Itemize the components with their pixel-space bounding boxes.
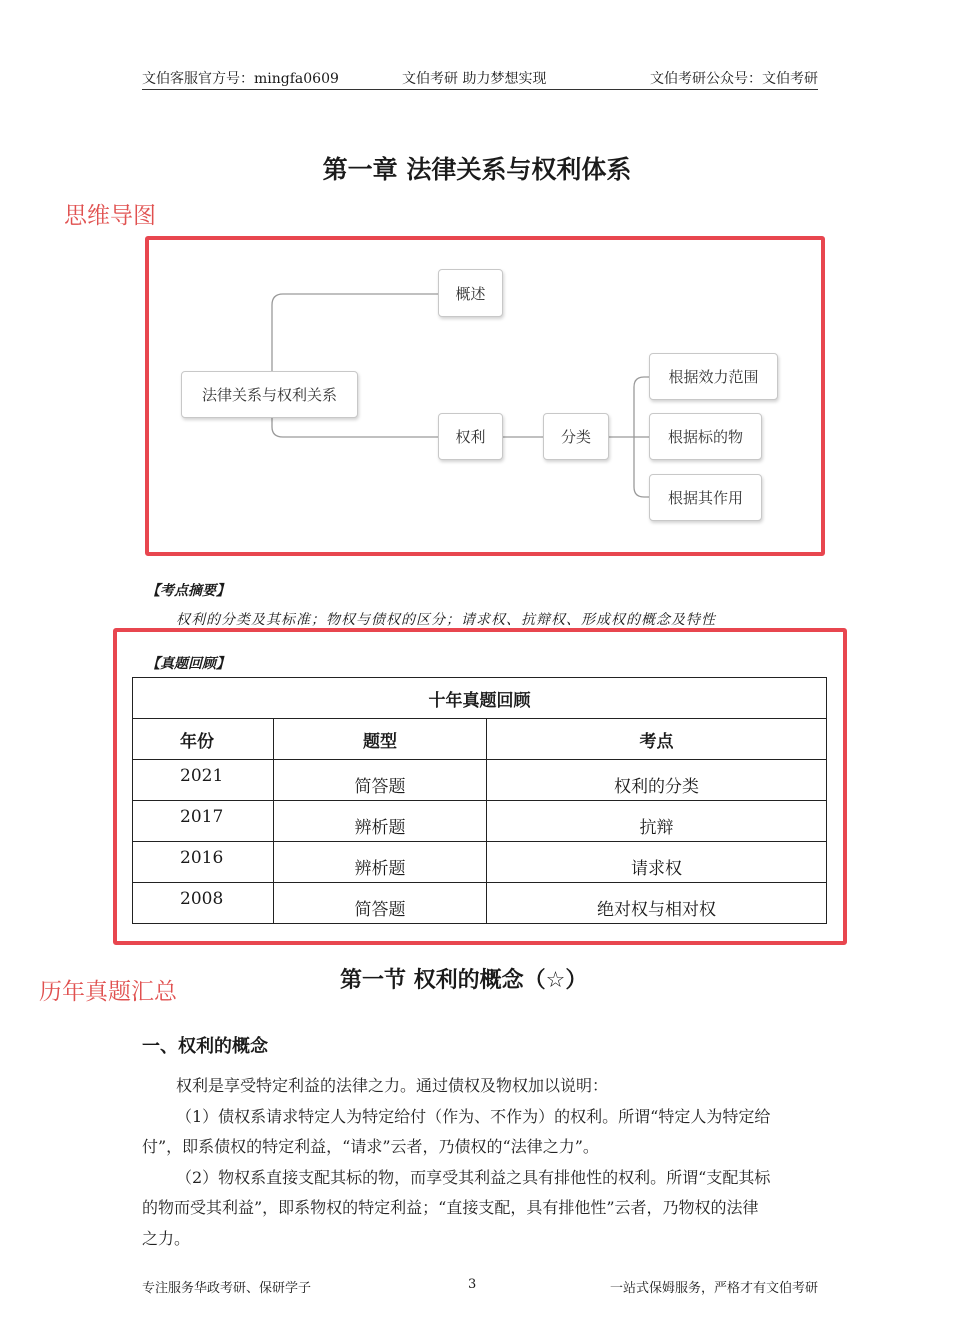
paragraph-line: （2）物权系直接支配其标的物，而享受其利益之具有排他性的权利。所谓“支配其标: [176, 1168, 771, 1187]
paragraph-line: （1）债权系请求特定人为特定给付（作为、不作为）的权利。所谓“特定人为特定给: [176, 1107, 771, 1126]
subsection-title: 一、权利的概念: [142, 1036, 268, 1057]
paragraph-intro: 权利是享受特定利益的法律之力。通过债权及物权加以说明：: [176, 1076, 609, 1095]
cell-point: 权利的分类: [487, 760, 827, 801]
past-exams-table: [132, 677, 827, 924]
cell-year: 2008: [133, 883, 274, 924]
table-row: [133, 801, 827, 842]
table-header-row: [133, 719, 827, 760]
footer-right: 一站式保姆服务，严格才有文伯考研: [609, 1281, 818, 1296]
header-right: 文伯考研公众号：文伯考研: [650, 71, 818, 87]
header-left: 文伯客服官方号：mingfa0609: [142, 71, 339, 87]
mind-map-leaf-node: 根据标的物: [649, 413, 762, 460]
mind-map-leaf-node: 根据效力范围: [649, 353, 778, 400]
mind-map-rights-node: 权利: [438, 413, 503, 460]
paragraph-line: 之力。: [142, 1229, 191, 1248]
cell-point: 绝对权与相对权: [487, 883, 827, 924]
section-title: 第一节 权利的概念（☆）: [340, 968, 588, 993]
table-title: 十年真题回顾: [133, 678, 827, 719]
connector-root-overview: [272, 294, 438, 372]
chapter-title: 第一章 法律关系与权利体系: [322, 155, 632, 184]
column-header-point: 考点: [487, 719, 827, 760]
cell-point: 抗辩: [487, 801, 827, 842]
past-exams-annotation: 历年真题汇总: [39, 979, 177, 1005]
summary-text: 权利的分类及其标准；物权与债权的区分；请求权、抗辩权、形成权的概念及特性: [176, 612, 716, 628]
mind-map-annotation: 思维导图: [64, 203, 156, 229]
cell-year: 2017: [133, 801, 274, 842]
column-header-year: 年份: [133, 719, 274, 760]
table-row: [133, 760, 827, 801]
column-header-type: 题型: [274, 719, 487, 760]
page-number: 3: [468, 1277, 477, 1292]
cell-year: 2021: [133, 760, 274, 801]
table-row: [133, 842, 827, 883]
summary-tag: 【考点摘要】: [146, 583, 230, 599]
table-row: [133, 883, 827, 924]
mind-map-leaf-node: 根据其作用: [649, 474, 762, 521]
table-title-row: [133, 678, 827, 719]
connector-branch-leaf-3: [634, 437, 649, 497]
paragraph-line: 的物而受其利益”，即系物权的特定利益；“直接支配，具有排他性”云者，乃物权的法律: [142, 1198, 759, 1217]
header-center: 文伯考研 助力梦想实现: [402, 71, 547, 87]
mind-map-classification-node: 分类: [543, 413, 609, 460]
cell-type: 简答题: [274, 760, 487, 801]
cell-point: 请求权: [487, 842, 827, 883]
mind-map-root-node: 法律关系与权利关系: [181, 371, 358, 418]
cell-year: 2016: [133, 842, 274, 883]
connector-branch-leaf-1: [634, 377, 649, 437]
connector-root-rights: [272, 418, 438, 437]
cell-type: 辨析题: [274, 801, 487, 842]
footer-left: 专注服务华政考研、保研学子: [142, 1281, 312, 1296]
paragraph-line: 付”，即系债权的特定利益，“请求”云者，乃债权的“法律之力”。: [142, 1137, 599, 1156]
cell-type: 简答题: [274, 883, 487, 924]
cell-type: 辨析题: [274, 842, 487, 883]
review-tag: 【真题回顾】: [146, 656, 230, 672]
mind-map-overview-node: 概述: [438, 269, 503, 317]
